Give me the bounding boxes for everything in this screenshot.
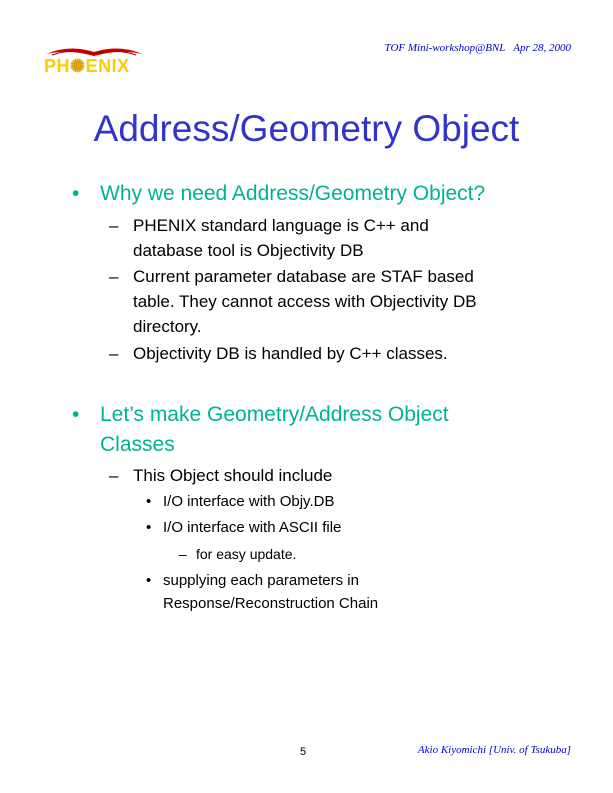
section2-sub: – This Object should include <box>133 463 332 488</box>
bullet-icon: • <box>146 572 152 589</box>
section1-item-2: – Current parameter database are STAF based table. They cannot access with Objectivity DB directory. <box>133 264 477 339</box>
section1-heading: • Why we need Address/Geometry Object? <box>100 179 485 209</box>
dash-icon: – <box>109 216 119 235</box>
author-label: Akio Kiyomichi [Univ. of Tsukuba] <box>417 744 571 756</box>
slide-title: Address/Geometry Object <box>93 108 520 149</box>
sun-icon: ✺ <box>70 56 86 76</box>
dash-icon: – <box>109 267 119 286</box>
phenix-wordmark: PH✺ENIX <box>44 56 130 76</box>
section1-item-3: – Objectivity DB is handled by C++ classes. <box>133 341 448 366</box>
page-number: 5 <box>300 746 307 758</box>
bullet-icon: • <box>72 182 80 205</box>
section2-item-1: • I/O interface with Objy.DB <box>163 490 334 513</box>
bullet-icon: • <box>146 493 152 510</box>
dash-icon: – <box>109 344 119 363</box>
dash-icon: – <box>179 546 187 562</box>
bullet-icon: • <box>72 403 80 426</box>
section2-heading: • Let’s make Geometry/Address Object Classes <box>100 400 449 460</box>
section2-item-3: • supplying each parameters in Response/Reconstruction Chain <box>163 569 378 615</box>
workshop-label: TOF Mini-workshop@BNL Apr 28, 2000 <box>384 42 571 54</box>
section2-subsub: – for easy update. <box>196 543 296 565</box>
phenix-logo <box>44 44 144 78</box>
section2-item-2: • I/O interface with ASCII file <box>163 516 341 539</box>
bullet-icon: • <box>146 519 152 536</box>
dash-icon: – <box>109 466 119 485</box>
section1-item-1: – PHENIX standard language is C++ and database tool is Objectivity DB <box>133 213 429 263</box>
